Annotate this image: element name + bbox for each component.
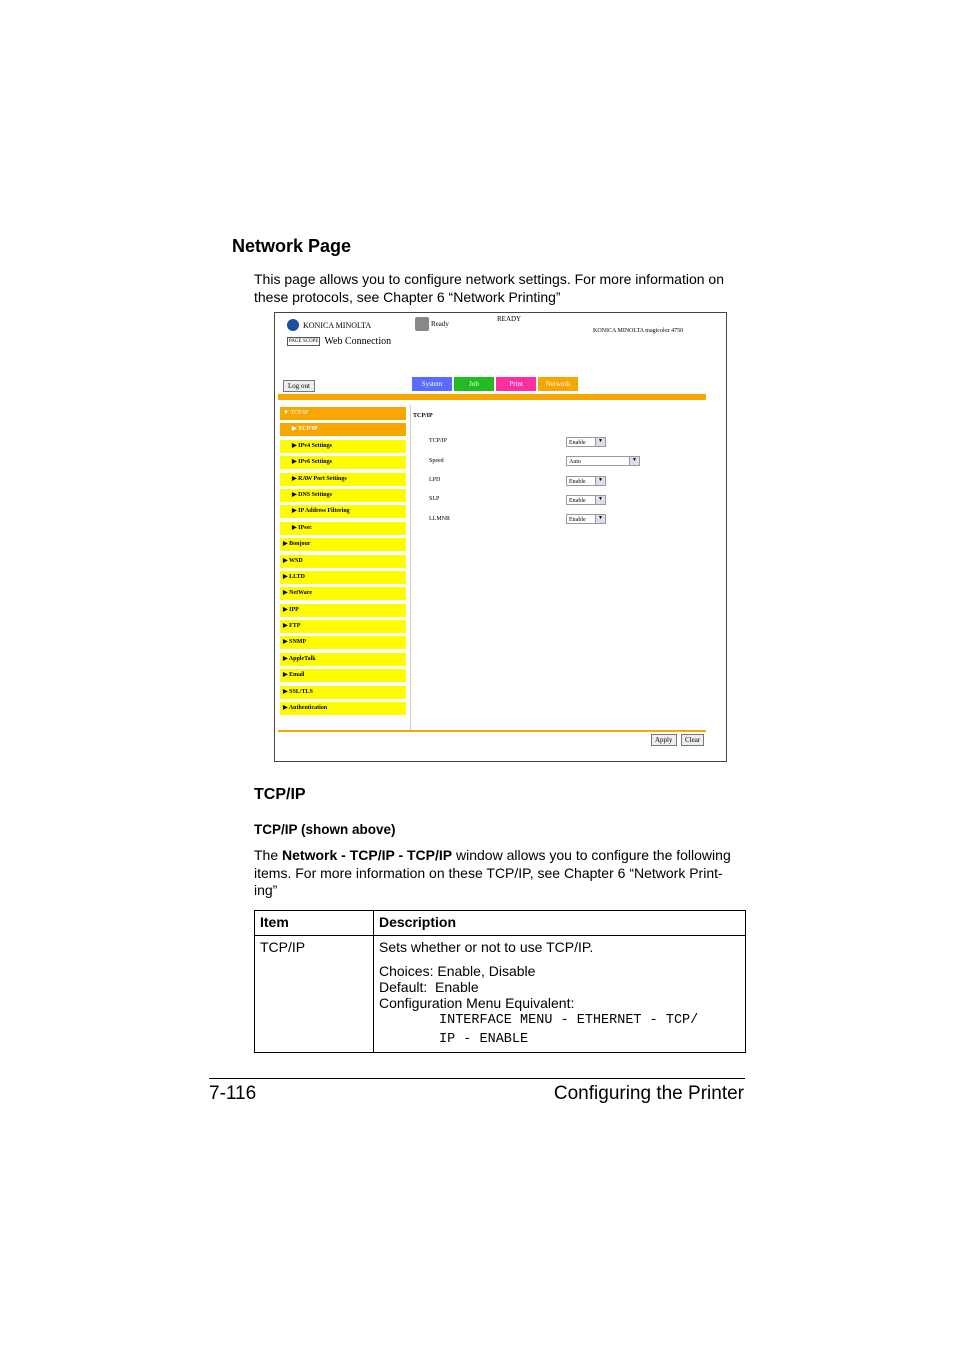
select-value: Enable — [569, 517, 586, 523]
tab-job[interactable]: Job — [454, 377, 494, 391]
table-cell-description — [374, 936, 746, 1053]
subsubsection-title: TCP/IP (shown above) — [254, 822, 396, 837]
chevron-down-icon: ▼ — [629, 457, 639, 465]
menu-item-netware[interactable]: ▶ NetWare — [280, 587, 406, 600]
tab-system[interactable]: System — [412, 377, 452, 391]
footer-divider — [278, 730, 706, 732]
select-lpd[interactable] — [566, 476, 606, 486]
menu-item-wsd[interactable]: ▶ WSD — [280, 555, 406, 568]
tab-print[interactable]: Print — [496, 377, 536, 391]
menu-item-bonjour[interactable]: ▶ Bonjour — [280, 538, 406, 551]
device-status: READY — [497, 315, 522, 323]
chapter-title: Configuring the Printer — [553, 1083, 744, 1104]
menu-item-snmp[interactable]: ▶ SNMP — [280, 636, 406, 649]
select-value: Enable — [569, 440, 586, 446]
menu-item-email[interactable]: ▶ Email — [280, 669, 406, 682]
subsection-title: TCP/IP — [254, 786, 306, 803]
content-divider — [410, 405, 411, 730]
content-heading: TCP/IP — [413, 413, 433, 419]
chevron-down-icon: ▼ — [595, 496, 605, 504]
settings-table — [254, 910, 746, 1053]
desc-config: Configuration Menu Equivalent: — [379, 995, 575, 1011]
para-post: window allows you to configure the following — [452, 847, 731, 863]
intro-line-1: This page allows you to configure network settings. For more information on — [254, 271, 725, 287]
logout-button[interactable]: Log out — [283, 380, 315, 392]
select-value: Enable — [569, 498, 586, 504]
footer-rule — [209, 1078, 745, 1079]
tab-network[interactable]: Network — [538, 377, 578, 391]
web-connection-screenshot — [274, 312, 727, 762]
page-number: 7-116 — [209, 1083, 257, 1104]
desc-choices: Choices: Enable, Disable — [379, 963, 536, 979]
menu-item-ipp[interactable]: ▶ IPP — [280, 604, 406, 617]
desc-menu-path-1: INTERFACE MENU - ETHERNET - TCP/ — [439, 1013, 699, 1028]
printer-icon — [415, 317, 429, 331]
desc-menu-path-2: IP - ENABLE — [439, 1032, 529, 1047]
chevron-down-icon: ▼ — [595, 477, 605, 485]
select-llmnr[interactable] — [566, 514, 606, 524]
apply-button[interactable]: Apply — [651, 734, 677, 746]
menu-item-ssl-tls[interactable]: ▶ SSL/TLS — [280, 686, 406, 699]
field-label-lpd: LPD — [429, 477, 441, 483]
para-bold-path: Network - TCP/IP - TCP/IP — [282, 847, 453, 863]
menu-group-tcpip[interactable]: ▼ TCP/IP — [280, 407, 406, 420]
clear-button[interactable]: Clear — [681, 734, 704, 746]
field-label-llmnr: LLMNR — [429, 516, 450, 522]
konica-minolta-logo — [287, 319, 371, 331]
select-value: Enable — [569, 479, 586, 485]
menu-item-lltd[interactable]: ▶ LLTD — [280, 571, 406, 584]
chevron-down-icon: ▼ — [595, 515, 605, 523]
intro-line-2: these protocols, see Chapter 6 “Network Printing” — [254, 289, 561, 305]
brand-name: KONICA MINOLTA — [303, 320, 372, 330]
section-title: Network Page — [232, 236, 352, 256]
desc-summary: Sets whether or not to use TCP/IP. — [379, 939, 594, 955]
para-line-2: items. For more information on these TCP/IP, see Chapter 6 “Network Print- — [254, 865, 723, 881]
tab-underline — [278, 394, 706, 400]
para-line-1 — [254, 846, 731, 864]
menu-item-authentication[interactable]: ▶ Authentication — [280, 702, 406, 715]
para-line-3: ing” — [254, 882, 278, 898]
desc-default: Default: Enable — [379, 979, 479, 995]
pagescope-mark: PAGE SCOPE — [289, 339, 319, 344]
web-connection-label: Web Connection — [324, 336, 392, 347]
table-header-item: Item — [255, 911, 374, 936]
table-header-description: Description — [374, 911, 746, 936]
select-speed[interactable] — [566, 456, 640, 466]
select-tcpip[interactable] — [566, 437, 606, 447]
globe-icon — [287, 319, 299, 331]
menu-item-ftp[interactable]: ▶ FTP — [280, 620, 406, 633]
side-menu — [280, 407, 406, 718]
menu-item-ip-filtering[interactable]: ▶ IP Address Filtering — [280, 505, 406, 518]
field-label-tcpip: TCP/IP — [429, 438, 448, 444]
select-value: Auto — [569, 459, 581, 465]
table-cell-item: TCP/IP — [255, 936, 374, 1053]
field-label-slp: SLP — [429, 496, 440, 502]
menu-item-ipv4[interactable]: ▶ IPv4 Settings — [280, 440, 406, 453]
model-name: KONICA MINOLTA magicolor 4750 — [593, 328, 684, 334]
table-row — [255, 936, 746, 1053]
chevron-down-icon: ▼ — [595, 438, 605, 446]
menu-item-ipsec[interactable]: ▶ IPsec — [280, 522, 406, 535]
menu-item-tcpip[interactable]: ▶ TCP/IP — [280, 423, 406, 436]
para-pre: The — [254, 847, 283, 863]
pagescope-logo — [287, 336, 391, 347]
menu-item-dns[interactable]: ▶ DNS Settings — [280, 489, 406, 502]
printer-ready-label: Ready — [431, 320, 449, 328]
menu-item-ipv6[interactable]: ▶ IPv6 Settings — [280, 456, 406, 469]
menu-item-raw-port[interactable]: ▶ RAW Port Settings — [280, 473, 406, 486]
field-label-speed: Speed — [429, 458, 444, 464]
menu-item-appletalk[interactable]: ▶ AppleTalk — [280, 653, 406, 666]
select-slp[interactable] — [566, 495, 606, 505]
